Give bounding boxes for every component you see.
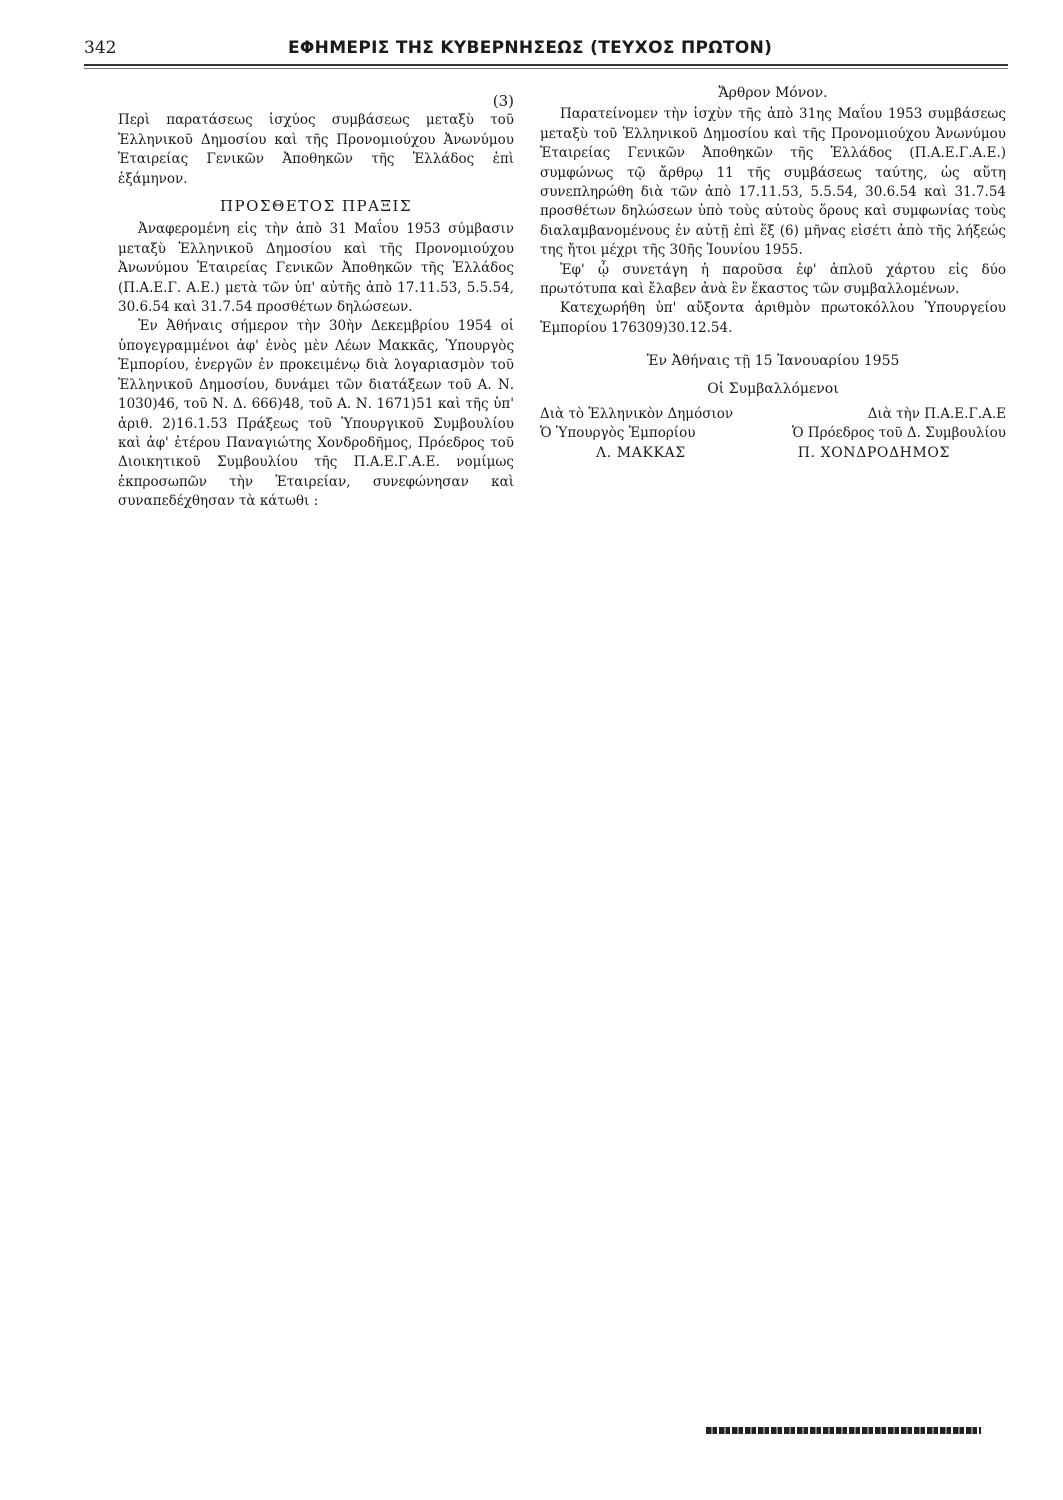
- signatory-2-name: Π. ΧΟΝΔΡΟΔΗΜΟΣ: [797, 445, 950, 462]
- paragraph: Ἐφ' ᾧ συνετάγη ἡ παροῦσα ἐφ' ἁπλοῦ χάρτου εἰς δύο πρωτότυπα καὶ ἔλαβεν ἀνὰ ἓν ἕκαστος τῶν συμβαλλομένων.: [540, 261, 1006, 298]
- header-rule-thin: [84, 68, 1008, 69]
- signature-represent-row: [540, 405, 1006, 424]
- paragraph: Παρατείνομεν τὴν ἰσχὺν τῆς ἀπὸ 31ης Μαΐου 1953 συμβάσεως μεταξὺ τοῦ Ἑλληνικοῦ Δημοσίου καὶ τῆς Προνομιούχου Ἀνωνύμου Ἑταιρείας Γενικῶν Ἀποθηκῶν τῆς Ἑλλάδος (Π.Α.Ε.Γ.Α.Ε.) συμφώνως τῷ ἄρθρῳ 11 τῆς συμβάσεως ταύτης, ὡς αὕτη συνεπληρώθη διὰ τῶν ἀπὸ 17.11.53, 5.5.54, 30.6.54 καὶ 31.7.54 προσθέτων δηλώσεων ὑπὸ τοὺς αὐτοὺς ὅρους καὶ συμφωνίας τοὺς διαλαμβανομένους ἐν αὐτῇ ἐπὶ ἕξ (6) μῆνας εἰσέτι ἀπὸ τῆς λήξεώς της ἤτοι μέχρι τῆς 30ῆς Ἰουνίου 1955.: [540, 106, 1006, 259]
- place-date: Ἐν Ἀθήναις τῇ 15 Ἰανουαρίου 1955: [646, 353, 900, 370]
- signature-title-row: [540, 424, 1006, 443]
- section-heading: ΠΡΟΣΘΕΤΟΣ ΠΡΑΞΙΣ: [219, 197, 413, 216]
- signatory-2-title: Ὁ Πρόεδρος τοῦ Δ. Συμβουλίου: [791, 425, 1006, 442]
- article-title: Ἄρθρον Μόνον.: [718, 85, 828, 101]
- page-number: 342: [84, 38, 117, 58]
- signatory-1-for: Διὰ τὸ Ἑλληνικὸν Δημόσιον: [540, 406, 734, 423]
- right-column: [540, 84, 1006, 464]
- signatory-1-name: Λ. ΜΑΚΚΑΣ: [595, 445, 686, 462]
- parties-heading: Οἱ Συμβαλλόμενοι: [707, 380, 839, 397]
- signature-name-row: [540, 444, 1006, 463]
- paragraph: Ἀναφερομένη εἰς τὴν ἀπὸ 31 Μαΐου 1953 σύμβασιν μεταξὺ Ἑλληνικοῦ Δημοσίου καὶ τῆς Προνομιούχου Ἀνωνύμου Ἑταιρείας Γενικῶν Ἀποθηκῶν τῆς Ἑλλάδος (Π.Α.Ε.Γ. Α.Ε.) μετὰ τῶν ὑπ' αὐτῆς ἀπὸ 17.11.53, 5.5.54, 30.6.54 καὶ 31.7.54 προσθέτων δηλώσεων.: [118, 221, 514, 316]
- printer-footer-strip: [706, 1427, 981, 1434]
- signatory-2-for: Διὰ τὴν Π.Α.Ε.Γ.Α.Ε: [867, 406, 1006, 423]
- running-title: ΕΦΗΜΕΡΙΣ ΤΗΣ ΚΥΒΕΡΝΗΣΕΩΣ (ΤΕΥΧΟΣ ΠΡΩΤΟΝ): [288, 38, 773, 58]
- left-column: [118, 92, 514, 512]
- signatory-1-title: Ὁ Ὑπουργὸς Ἐμπορίου: [540, 425, 696, 442]
- paragraph: Κατεχωρήθη ὑπ' αὔξοντα ἀριθμὸν πρωτοκόλλου Ὑπουργείου Ἐμπορίου 176309)30.12.54.: [540, 300, 1006, 336]
- document-summary: Περὶ παρατάσεως ἰσχύος συμβάσεως μεταξὺ τοῦ Ἑλληνικοῦ Δημοσίου καὶ τῆς Προνομιούχου Ἀνωνύμου Ἑταιρείας Γενικῶν Ἀποθηκῶν τῆς Ἑλλάδος ἐπὶ ἑξάμηνον.: [118, 112, 514, 187]
- document-number: (3): [492, 92, 514, 110]
- paragraph: Ἐν Ἀθήναις σήμερον τὴν 30ὴν Δεκεμβρίου 1954 οἱ ὑπογεγραμμένοι ἀφ' ἑνὸς μὲν Λέων Μακκᾶς, Ὑπουργὸς Ἐμπορίου, ἐνεργῶν ἐν προκειμένῳ διὰ λογαριασμὸν τοῦ Ἑλληνικοῦ Δημοσίου, δυνάμει τῶν διατάξεων τοῦ Α. Ν. 1030)46, τοῦ Ν. Δ. 666)48, τοῦ Α. Ν. 1671)51 καὶ τῆς ὑπ' ἀριθ. 2)16.1.53 Πράξεως τοῦ Ὑπουργικοῦ Συμβουλίου καὶ ἀφ' ἑτέρου Παναγιώτης Χονδροδῆμος, Πρόεδρος τοῦ Διοικητικοῦ Συμβουλίου τῆς Π.Α.Ε.Γ.Α.Ε. νομίμως ἐκπροσωπῶν τὴν Ἑταιρείαν, συνεφώνησαν καὶ συναπεδέχθησαν τὰ κάτωθι :: [118, 318, 514, 510]
- header-rule: [84, 64, 1008, 66]
